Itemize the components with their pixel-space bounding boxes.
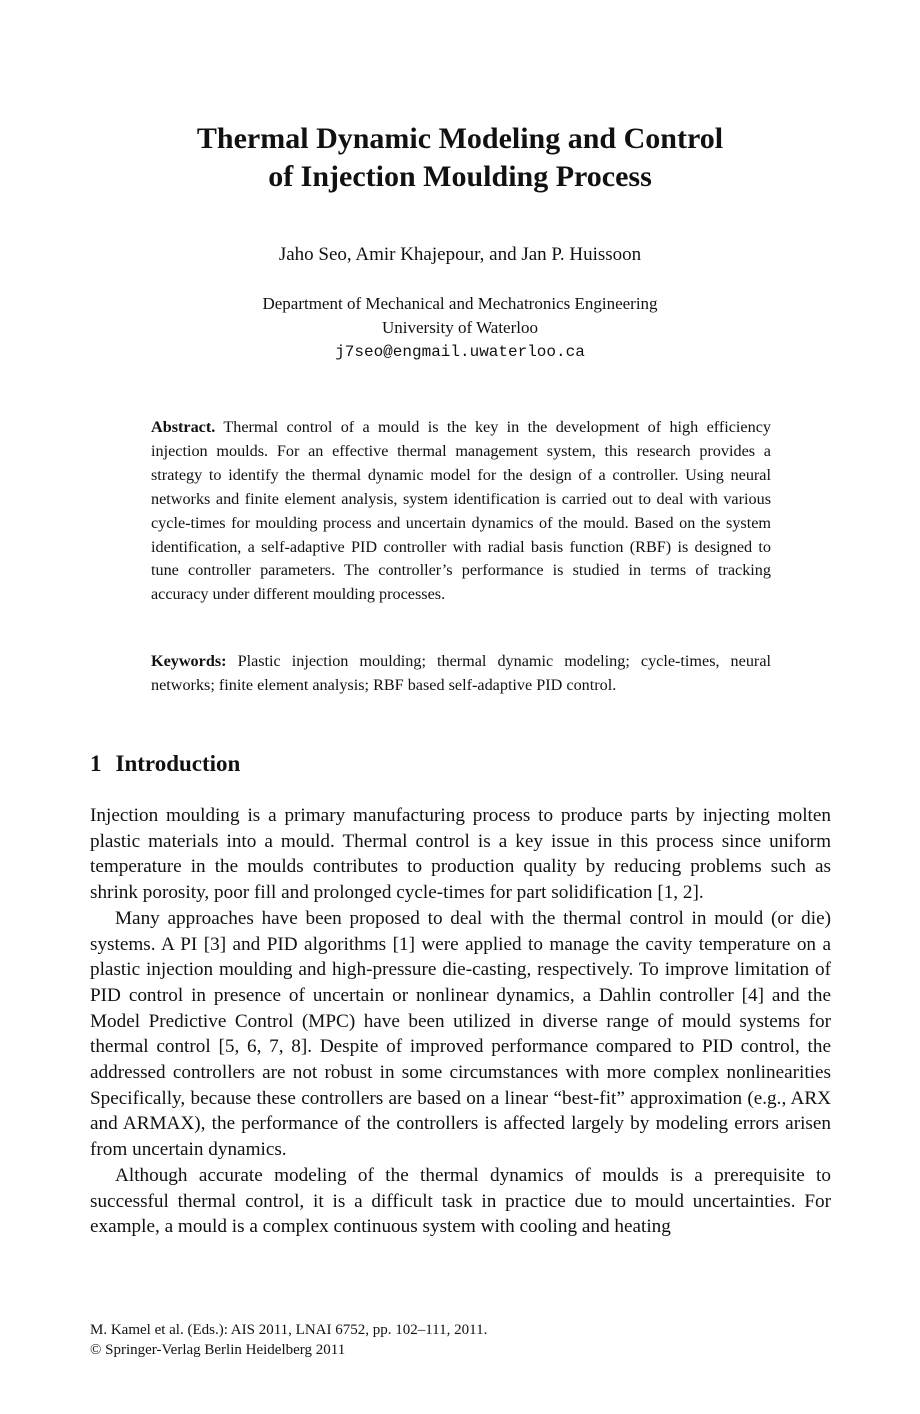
abstract [151, 416, 771, 607]
paper-title [0, 120, 920, 196]
abstract-label: Abstract. [151, 418, 216, 436]
body-paragraph-3: Although accurate modeling of the thermal dynamics of moulds is a prerequisite to successful thermal control, it is a difficult task in practice due to mould uncertainties. For example, a mould is a complex continuous system with cooling and heating [90, 1164, 831, 1238]
keywords-label: Keywords: [151, 652, 227, 670]
section-title: Introduction [115, 751, 241, 776]
paper-title-line-2: of Injection Moulding Process [268, 160, 652, 193]
keywords [151, 650, 771, 698]
citation-line: M. Kamel et al. (Eds.): AIS 2011, LNAI 6752, pp. 102–111, 2011. [90, 1322, 488, 1338]
paper-title-line-1: Thermal Dynamic Modeling and Control [196, 122, 724, 155]
body-paragraph-2: Many approaches have been proposed to deal with the thermal control in mould (or die) systems. A PI [3] and PID algorithms [1] were applied to manage the cavity temperature on a plastic injection moulding and high-pressure die-casting, respectively. To improve limitation of PID control in presence of uncertain or nonlinear dynamics, a Dahlin controller [4] and the Model Predictive Control (MPC) have been utilized in diverse range of mould systems for thermal control [5, 6, 7, 8]. Despite of improved performance compared to PID control, the addressed controllers are not robust in some circumstances with more complex nonlinearities Specifically, because these controllers are based on a linear “best-fit” approximation (e.g., ARX and ARMAX), the performance of the controllers is affected largely by modeling errors arisen from uncertain dynamics. [90, 907, 831, 1161]
author-email: j7seo@engmail.uwaterloo.ca [335, 343, 585, 361]
department-name: Department of Mechanical and Mechatronics Engineering [262, 294, 658, 313]
copyright-line: © Springer-Verlag Berlin Heidelberg 2011 [90, 1342, 346, 1358]
section-heading [90, 749, 240, 779]
abstract-text: Thermal control of a mould is the key in the development of high efficiency injection moulds. For an effective thermal management system, this research provides a strategy to identify the thermal dynamic model for the design of a controller. Using neural networks and finite element analysis, system identification is carried out to deal with various cycle-times for moulding process and uncertain dynamics of the mould. Based on the system identification, a self-adaptive PID controller with radial basis function (RBF) is designed to tune controller parameters. The controller’s performance is studied in terms of tracking accuracy under different moulding processes. [151, 418, 771, 604]
university-name: University of Waterloo [381, 318, 538, 337]
body-text [90, 803, 831, 1240]
author-list: Jaho Seo, Amir Khajepour, and Jan P. Huissoon [278, 244, 642, 265]
page-footer [90, 1320, 487, 1360]
affiliation-block [0, 292, 920, 364]
section-number: 1 [90, 751, 102, 776]
body-paragraph-1: Injection moulding is a primary manufacturing process to produce parts by injecting molten plastic materials into a mould. Thermal control is a key issue in this process since uniform temperature in the moulds contributes to production quality by reducing problems such as shrink porosity, poor fill and prolonged cycle-times for part solidification [1, 2]. [90, 805, 831, 904]
keywords-text: Plastic injection moulding; thermal dynamic modeling; cycle-times, neural networks; finite element analysis; RBF based self-adaptive PID control. [151, 652, 772, 694]
